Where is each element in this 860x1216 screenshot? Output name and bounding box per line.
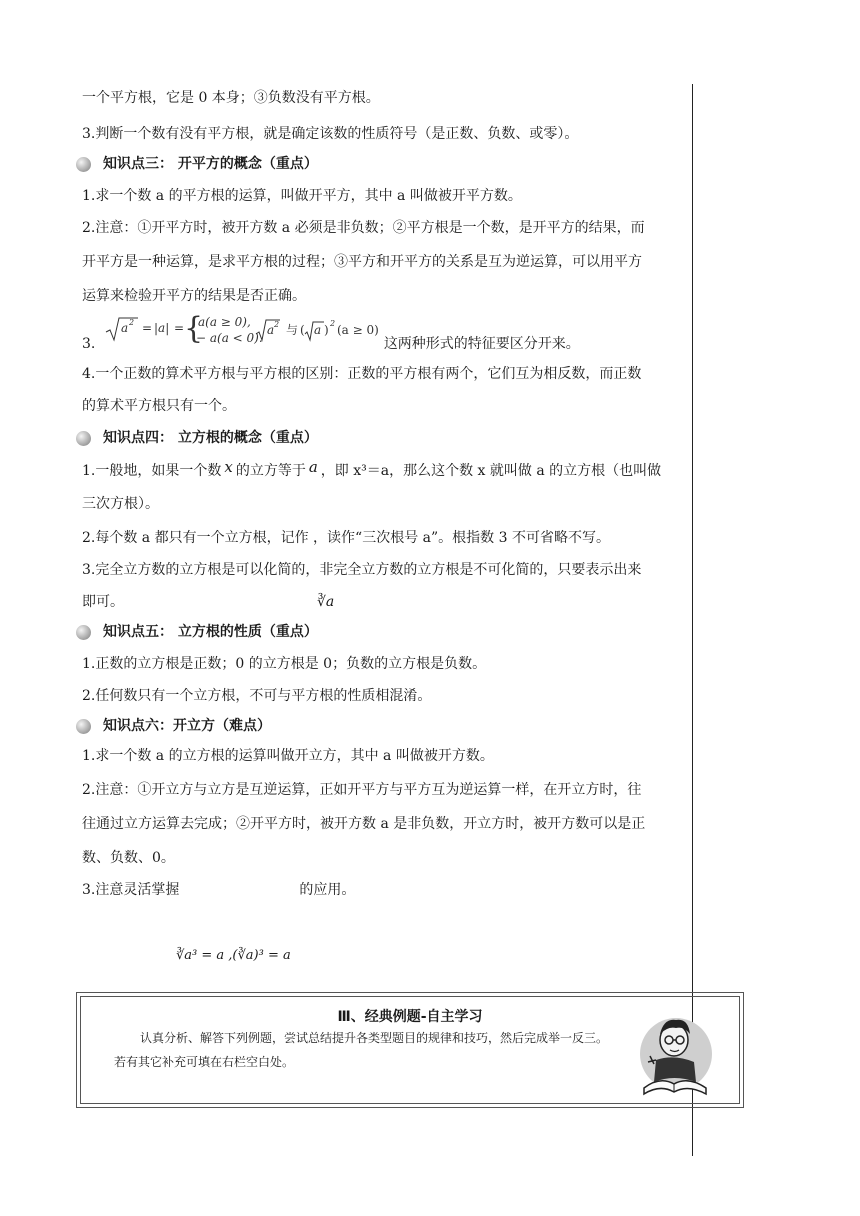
- bullet-icon: [76, 719, 91, 734]
- math-a: a: [308, 458, 318, 476]
- text-span: 1.一般地，如果一个数: [82, 463, 222, 479]
- text-span: 的应用。: [299, 882, 356, 898]
- text-line: 往通过立方运算去完成；②开平方时，被开方数 a 是非负数，开立方时，被开方数可以是正: [82, 816, 646, 832]
- text-line: 2.每个数 a 都只有一个立方根，记作 ，读作“三次根号 a”。根指数 3 不可省略不写。: [82, 530, 610, 546]
- text-span: 的立方等于: [235, 463, 306, 479]
- heading-label: 知识点五： 立方根的性质（重点）: [103, 624, 318, 640]
- svg-text:): ): [324, 323, 329, 337]
- text-line: 2.注意：①开平方时，被开方数 a 必须是非负数；②平方根是一个数，是开平方的结果，而: [82, 220, 645, 236]
- section-heading-5: [76, 622, 318, 642]
- bullet-icon: [76, 431, 91, 446]
- heading-label: 知识点六：开立方（难点）: [103, 718, 271, 734]
- text-line: 一个平方根，它是 0 本身；③负数没有平方根。: [82, 90, 380, 106]
- svg-text:a: a: [314, 323, 322, 337]
- heading-label: 知识点四： 立方根的概念（重点）: [103, 430, 318, 446]
- text-span: 这两种形式的特征要区分开来。: [383, 336, 580, 352]
- example-box-line: 若有其它补充可填在右栏空白处。: [114, 1055, 295, 1069]
- svg-text:2: 2: [129, 318, 135, 327]
- text-line: 数、负数、0。: [82, 850, 175, 866]
- svg-text:a: a: [267, 323, 275, 337]
- svg-text:=: =: [142, 321, 153, 335]
- text-line: 3.判断一个数有没有平方根，就是确定该数的性质符号（是正数、负数、或零）。: [82, 126, 579, 142]
- example-box-line: 认真分析、解答下列例题，尝试总结提升各类型题目的规律和技巧，然后完成举一反三。: [140, 1031, 609, 1045]
- text-line: 1.求一个数 a 的立方根的运算叫做开立方，其中 a 叫做被开方数。: [82, 748, 494, 764]
- example-box-title: Ⅲ、经典例题-自主学习: [337, 1009, 483, 1025]
- svg-text:2: 2: [330, 319, 336, 328]
- text-line: [82, 460, 661, 481]
- bullet-icon: [76, 625, 91, 640]
- text-line: 的算术平方根只有一个。: [82, 398, 236, 414]
- student-reading-icon: [630, 1010, 716, 1102]
- section-heading-6: [76, 716, 271, 736]
- svg-text:a(a ≥ 0),: a(a ≥ 0),: [198, 315, 251, 329]
- text-line: 开平方是一种运算，是求平方根的过程；③平方和开平方的关系是互为逆运算，可以用平方: [82, 254, 642, 270]
- text-line: 运算来检验开平方的结果是否正确。: [82, 288, 306, 304]
- heading-label: 知识点三： 开平方的概念（重点）: [103, 156, 318, 172]
- svg-text:|a|: |a|: [154, 321, 170, 335]
- text-line: 2.注意：①开立方与立方是互逆运算，正如开平方与平方互为逆运算一样，在开立方时，往: [82, 782, 642, 798]
- text-span: 3.注意灵活掌握: [82, 882, 180, 898]
- text-line: 即可。: [82, 594, 124, 610]
- cube-root-identity-formula: ∛a³ = a ,(∛a)³ = a: [176, 948, 291, 963]
- text-line: [82, 880, 355, 900]
- text-line: 2.任何数只有一个立方根，不可与平方根的性质相混淆。: [82, 688, 432, 704]
- svg-text:=: =: [174, 321, 185, 335]
- text-span: ，即 x³＝a，那么这个数 x 就叫做 a 的立方根（也叫做: [320, 463, 662, 479]
- bullet-icon: [76, 157, 91, 172]
- text-line: 4.一个正数的算术平方根与平方根的区别：正数的平方根有两个，它们互为相反数，而正数: [82, 366, 642, 382]
- svg-text:(a ≥ 0): (a ≥ 0): [337, 323, 379, 337]
- svg-text:与: 与: [286, 323, 299, 337]
- section-heading-4: [76, 428, 318, 448]
- math-x: x: [224, 458, 233, 476]
- text-line: 1.求一个数 a 的平方根的运算，叫做开平方，其中 a 叫做被开平方数。: [82, 188, 522, 204]
- svg-text:(: (: [300, 323, 305, 337]
- svg-text:2: 2: [274, 320, 280, 329]
- section-heading-3: [76, 154, 318, 174]
- item-number: 3.: [82, 336, 96, 352]
- text-line: 1.正数的立方根是正数；0 的立方根是 0；负数的立方根是负数。: [82, 656, 487, 672]
- text-line: 三次方根）。: [82, 496, 159, 512]
- svg-text:− a(a < 0).: − a(a < 0).: [196, 331, 263, 345]
- cube-root-a-formula: ∛a: [317, 594, 335, 610]
- text-line: [82, 334, 580, 354]
- svg-text:a: a: [121, 321, 129, 335]
- text-line: 3.完全立方数的立方根是可以化简的，非完全立方数的立方根是不可化简的，只要表示出来: [82, 562, 642, 578]
- svg-text:{: {: [184, 311, 204, 346]
